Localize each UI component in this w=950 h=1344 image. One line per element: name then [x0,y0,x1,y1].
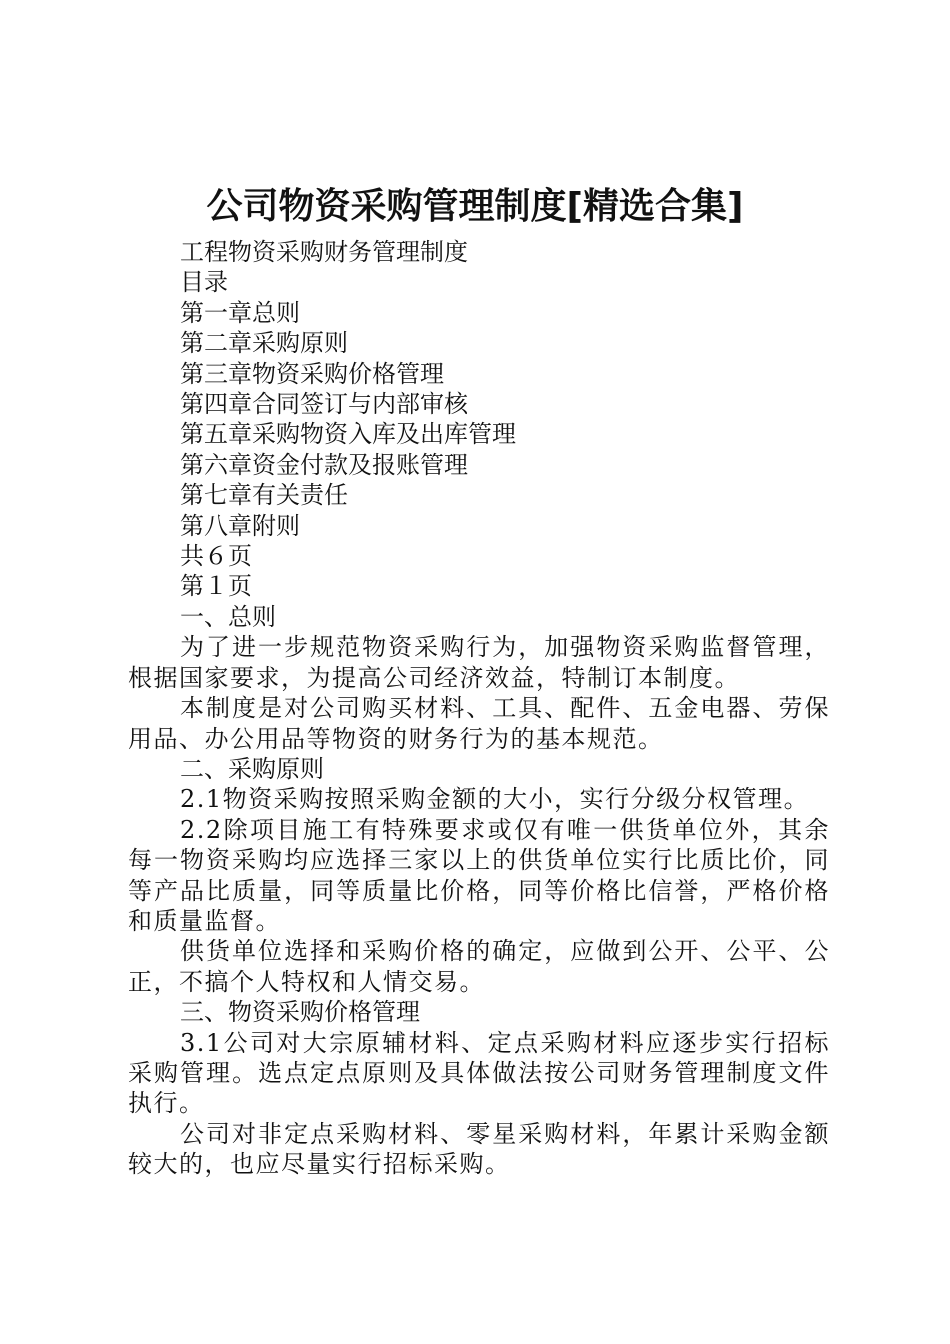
toc-item: 第七章有关责任 [180,481,348,510]
section-heading: 一、总则 [180,602,276,631]
toc-item: 第四章合同签订与内部审核 [180,390,468,419]
paragraph: 2.1物资采购按照采购金额的大小，实行分级分权管理。 [180,785,810,814]
toc-item: 第八章附则 [180,511,300,540]
paragraph: 为了进一步规范物资采购行为，加强物资采购监督管理，根据国家要求，为提高公司经济效益，特制订本制度。 [128,633,830,692]
page-count: 共６页 [180,542,252,571]
section-heading: 三、物资采购价格管理 [180,998,420,1027]
paragraph: 2.2除项目施工有特殊要求或仅有唯一供货单位外，其余每一物资采购均应选择三家以上的供货单位实行比质比价，同等产品比质量，同等质量比价格，同等价格比信誉，严格价格和质量监督。 [128,815,830,935]
section-heading: 二、采购原则 [180,754,324,783]
toc-item: 第三章物资采购价格管理 [180,359,444,388]
paragraph: 供货单位选择和采购价格的确定，应做到公开、公平、公正，不搞个人特权和人情交易。 [128,937,830,996]
toc-item: 第一章总则 [180,298,300,327]
subtitle-line: 工程物资采购财务管理制度 [180,238,468,266]
paragraph: 公司对非定点采购材料、零星采购材料，年累计采购金额较大的，也应尽量实行招标采购。 [128,1119,830,1179]
page-number: 第１页 [180,572,252,601]
toc-item: 第二章采购原则 [180,329,348,358]
document-title: 公司物资采购管理制度[精选合集] [206,186,744,227]
paragraph: 本制度是对公司购买材料、工具、配件、五金电器、劳保用品、办公用品等物资的财务行为的基本规范。 [128,694,830,753]
document-body [128,237,830,1180]
paragraph: 3.1公司对大宗原辅材料、定点采购材料应逐步实行招标采购管理。选点定点原则及具体做法按公司财务管理制度文件执行。 [128,1028,830,1118]
toc-item: 第六章资金付款及报账管理 [180,450,468,479]
toc-heading: 目录 [180,268,228,297]
toc-item: 第五章采购物资入库及出库管理 [180,420,516,449]
